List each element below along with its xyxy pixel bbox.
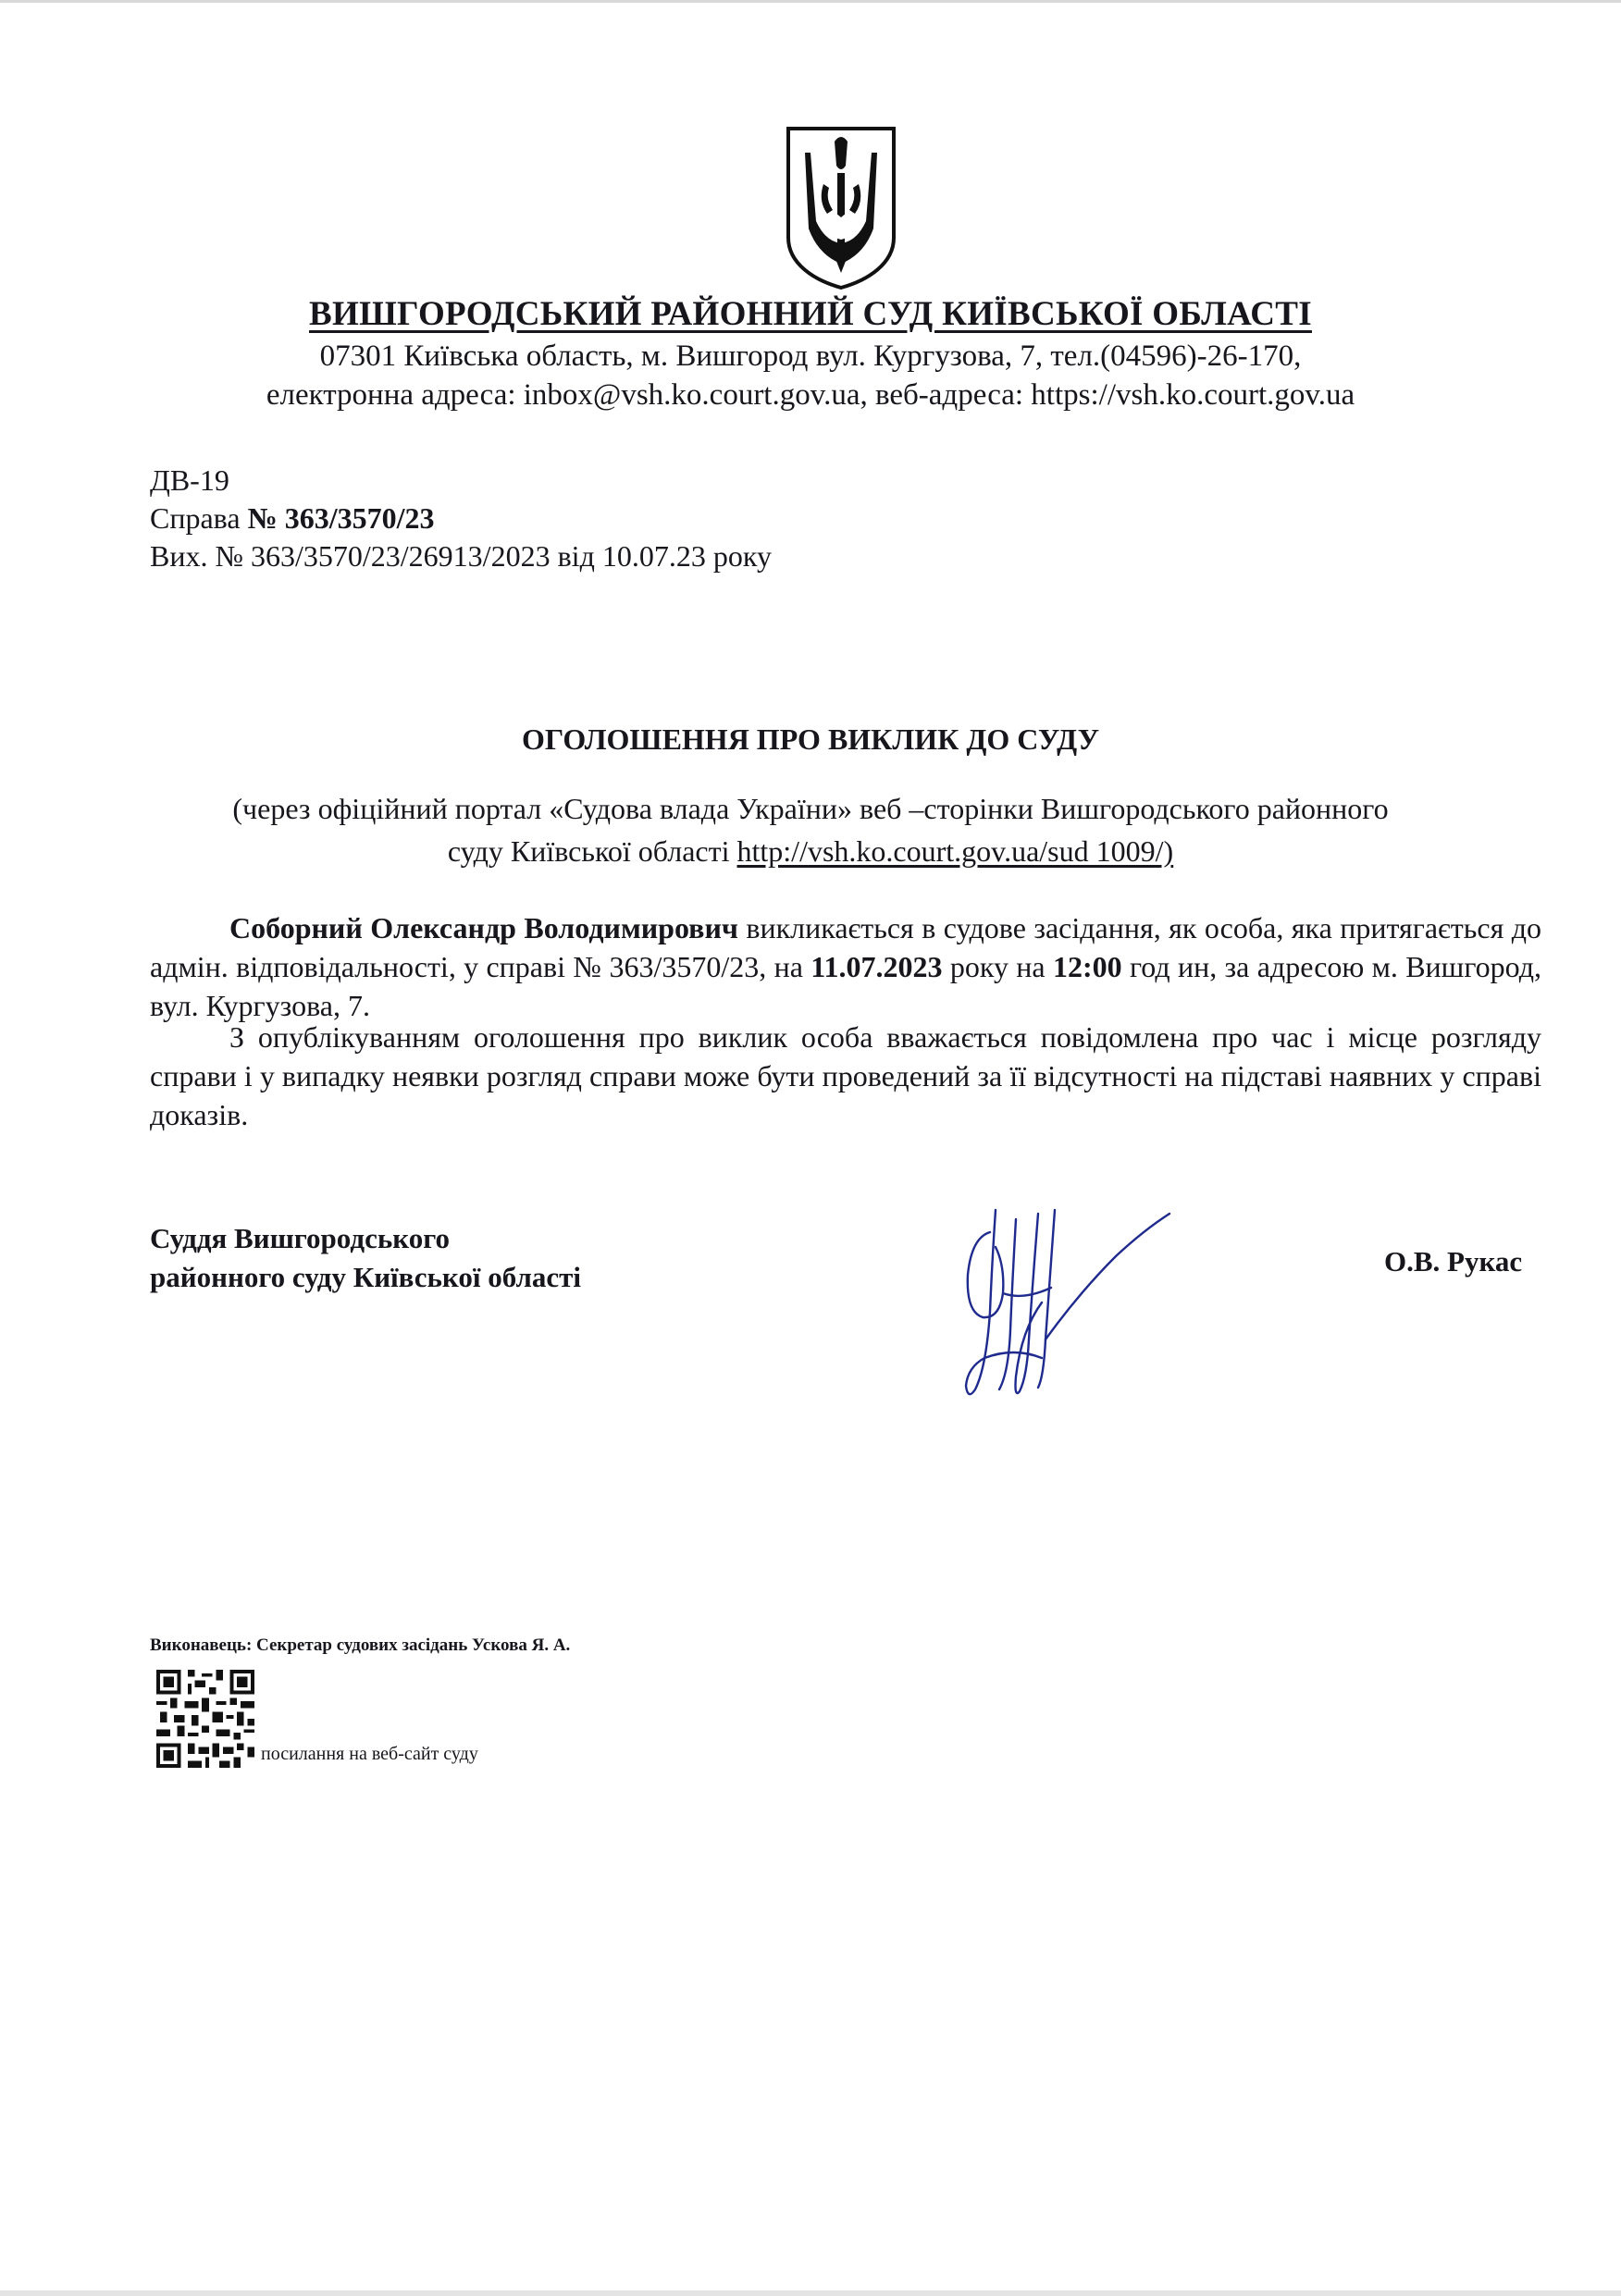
trident-emblem-icon: [785, 125, 897, 291]
portal-note-line1: (через офіційний портал «Судова влада України» веб –сторінки Вишгородського районного: [232, 792, 1389, 825]
summons-paragraph: Соборний Олександр Володимирович викликається в судове засідання, як особа, яка притягається до адмін. відповідальності, у справі № 363/3570/23, на 11.07.2023 року на 12:00 год ин, за адресою м. Вишгород, вул. Кургузова, 7.: [150, 911, 1542, 1022]
outgoing-number: Вих. № 363/3570/23/26913/2023 від 10.07.23 року: [150, 539, 772, 573]
person-name: Соборний Олександр Володимирович: [229, 911, 738, 944]
case-line: Справа № 363/3570/23: [150, 501, 435, 535]
publication-paragraph: З опублікуванням оголошення про виклик особа вважається повідомлена про час і місце розгляду справи і у випадку неявки розгляд справи може бути проведений за її відсутності на підставі наявних у справі доказів.: [150, 1020, 1541, 1131]
court-name: ВИШГОРОДСЬКИЙ РАЙОННИЙ СУД КИЇВСЬКОЇ ОБЛАСТІ: [309, 295, 1312, 333]
court-contacts: електронна адреса: inbox@vsh.ko.court.gov.ua, веб-адреса: https://vsh.ko.court.gov.ua: [266, 378, 1355, 412]
notice-title: ОГОЛОШЕННЯ ПРО ВИКЛИК ДО СУДУ: [521, 722, 1100, 756]
hearing-time: 12:00: [1052, 950, 1122, 983]
executor-line: Виконавець: Секретар судових засідань Ускова Я. А.: [150, 1636, 571, 1655]
judge-title: Суддя Вишгородського районного суду Київської області: [150, 1222, 581, 1293]
case-number: № 363/3570/23: [247, 501, 435, 535]
qr-caption: посилання на веб-сайт суду: [261, 1744, 478, 1764]
portal-link[interactable]: http://vsh.ko.court.gov.ua/sud 1009/): [736, 834, 1174, 868]
qr-code-icon[interactable]: [154, 1670, 257, 1768]
handwritten-signature: [959, 1191, 1181, 1404]
hearing-date: 11.07.2023: [810, 950, 943, 983]
court-address: 07301 Київська область, м. Вишгород вул. Кургузова, 7, тел.(04596)-26-170,: [319, 339, 1302, 373]
portal-note-line2: суду Київської області http://vsh.ko.court.gov.ua/sud 1009/): [447, 834, 1174, 868]
scan-edge-bottom: [0, 2290, 1621, 2296]
judge-name: О.В. Рукас: [1384, 1245, 1523, 1278]
scan-edge-top: [0, 0, 1621, 3]
form-code: ДВ-19: [150, 463, 229, 497]
